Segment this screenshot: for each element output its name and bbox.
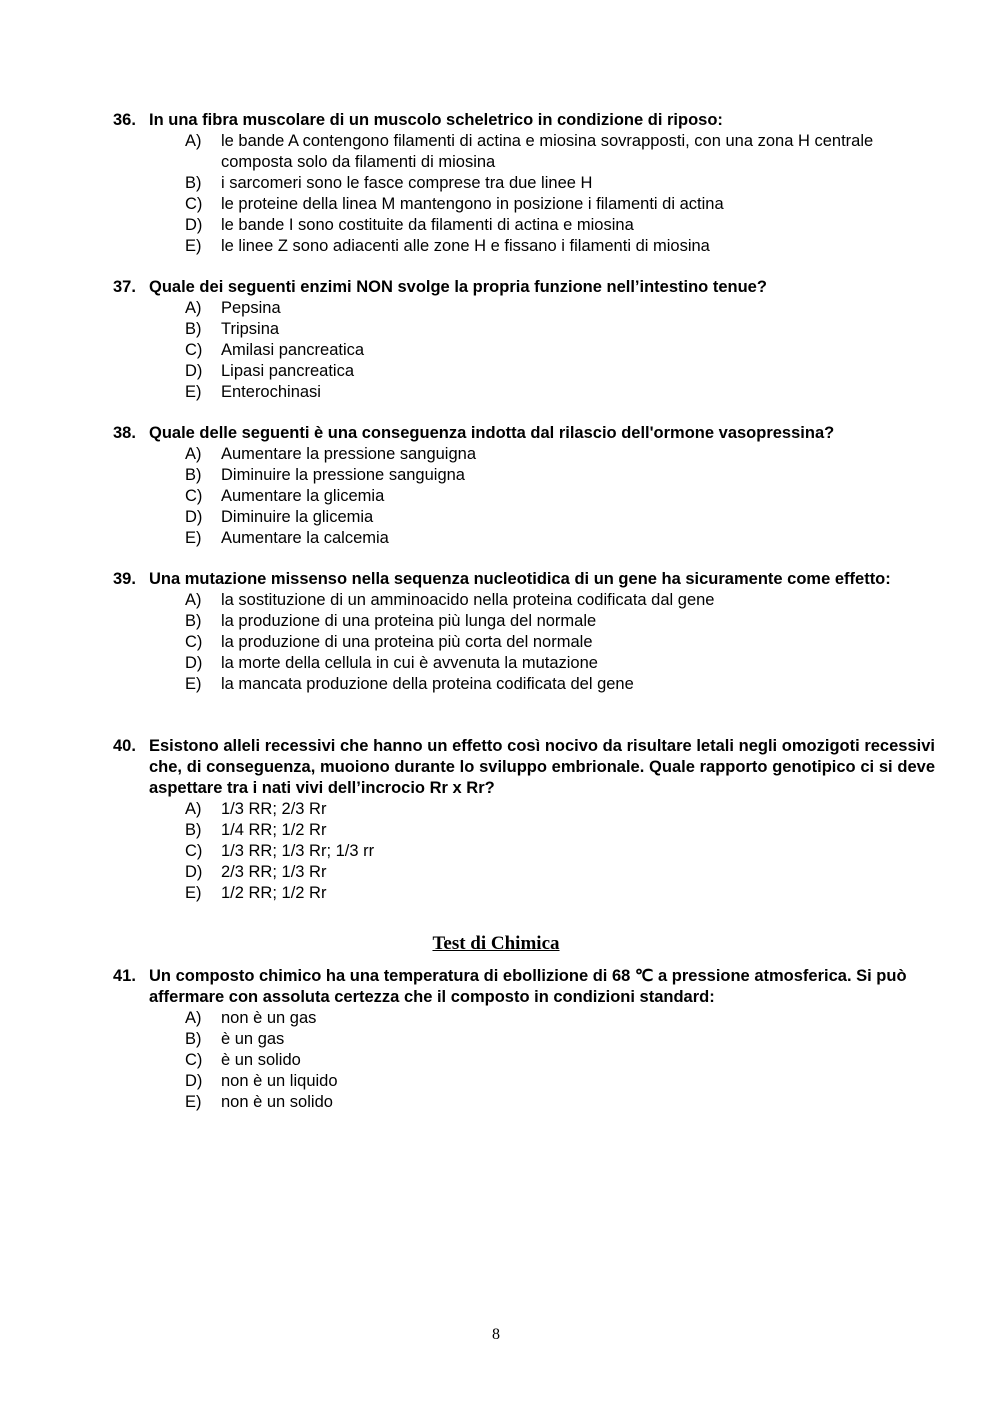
question-stem (113, 110, 935, 131)
question-number: 37. (113, 278, 136, 296)
option-text: non è un liquido (221, 1072, 338, 1090)
question-text: Esistono alleli recessivi che hanno un effetto così nocivo da risultare letali negli omozigoti recessivi che, di conseguenza, muoiono durante lo sviluppo embrionale. Quale rapporto genotipico ci si deve aspettare tra i nati vivi dell’incrocio Rr x Rr? (149, 737, 935, 797)
option-letter: C) (185, 487, 203, 505)
option-letter: A) (185, 445, 202, 463)
option-text: la morte della cellula in cui è avvenuta la mutazione (221, 654, 598, 672)
option-letter: A) (185, 299, 202, 317)
option-letter: B) (185, 174, 202, 192)
option-letter: D) (185, 863, 203, 881)
option-text: Aumentare la calcemia (221, 529, 389, 547)
option-text: è un gas (221, 1030, 285, 1048)
option-letter: D) (185, 654, 203, 672)
question-text: Una mutazione missenso nella sequenza nucleotidica di un gene ha sicuramente come effetto: (149, 570, 891, 588)
option-text: la produzione di una proteina più lunga del normale (221, 612, 597, 630)
question-41 (113, 966, 935, 1113)
option-letter: B) (185, 320, 202, 338)
option-text: è un solido (221, 1051, 301, 1069)
option-d (113, 215, 935, 236)
option-text: non è un solido (221, 1093, 333, 1111)
option-c (113, 841, 935, 862)
option-text: Diminuire la pressione sanguigna (221, 466, 465, 484)
option-b (113, 465, 935, 486)
option-e (113, 674, 935, 695)
option-text: 1/4 RR; 1/2 Rr (221, 821, 327, 839)
question-stem (113, 277, 935, 298)
option-list (113, 298, 935, 403)
option-text: Diminuire la glicemia (221, 508, 374, 526)
option-list (113, 131, 935, 257)
option-letter: B) (185, 821, 202, 839)
option-text: Pepsina (221, 299, 281, 317)
option-e (113, 528, 935, 549)
section-title: Test di Chimica (432, 933, 560, 954)
question-40 (113, 736, 935, 904)
option-e (113, 382, 935, 403)
option-a (113, 444, 935, 465)
option-letter: E) (185, 884, 202, 902)
option-text: la mancata produzione della proteina codificata del gene (221, 675, 634, 693)
option-letter: C) (185, 341, 203, 359)
question-number: 36. (113, 111, 136, 129)
option-list (113, 590, 935, 695)
option-e (113, 883, 935, 904)
question-stem (113, 569, 935, 590)
option-letter: E) (185, 675, 202, 693)
option-c (113, 1050, 935, 1071)
question-36 (113, 110, 935, 257)
option-letter: B) (185, 1030, 202, 1048)
option-text: Tripsina (221, 320, 280, 338)
option-text: Aumentare la pressione sanguigna (221, 445, 477, 463)
option-a (113, 590, 935, 611)
question-text: Quale delle seguenti è una conseguenza indotta dal rilascio dell'ormone vasopressina? (149, 424, 835, 442)
option-letter: A) (185, 132, 202, 150)
page-number: 8 (492, 1326, 500, 1343)
option-letter: C) (185, 1051, 203, 1069)
option-e (113, 236, 935, 257)
option-list (113, 1008, 935, 1113)
question-text: In una fibra muscolare di un muscolo scheletrico in condizione di riposo: (149, 111, 723, 129)
option-letter: B) (185, 612, 202, 630)
option-text: le linee Z sono adiacenti alle zone H e fissano i filamenti di miosina (221, 237, 710, 255)
question-39 (113, 569, 935, 695)
option-letter: E) (185, 383, 202, 401)
option-text: Aumentare la glicemia (221, 487, 385, 505)
option-letter: C) (185, 842, 203, 860)
question-number: 39. (113, 570, 136, 588)
option-d (113, 862, 935, 883)
question-stem (113, 423, 935, 444)
question-37 (113, 277, 935, 403)
option-list (113, 799, 935, 904)
option-text: la produzione di una proteina più corta del normale (221, 633, 593, 651)
option-d (113, 1071, 935, 1092)
option-text: la sostituzione di un amminoacido nella proteina codificata dal gene (221, 591, 715, 609)
question-stem (113, 966, 935, 1008)
option-letter: B) (185, 466, 202, 484)
option-letter: D) (185, 508, 203, 526)
option-text: non è un gas (221, 1009, 317, 1027)
option-c (113, 194, 935, 215)
option-letter: A) (185, 1009, 202, 1027)
question-text: Quale dei seguenti enzimi NON svolge la propria funzione nell’intestino tenue? (149, 278, 767, 296)
option-text: i sarcomeri sono le fasce comprese tra due linee H (221, 174, 593, 192)
option-a (113, 298, 935, 319)
option-letter: E) (185, 237, 202, 255)
option-text: 1/2 RR; 1/2 Rr (221, 884, 327, 902)
option-d (113, 507, 935, 528)
option-b (113, 611, 935, 632)
option-text: Lipasi pancreatica (221, 362, 354, 380)
question-text: Un composto chimico ha una temperatura di ebollizione di 68 ℃ a pressione atmosferica. Si può affermare con assoluta certezza che il composto in condizioni standard: (149, 967, 907, 1006)
question-number: 38. (113, 424, 136, 442)
option-text: 2/3 RR; 1/3 Rr (221, 863, 327, 881)
question-number: 41. (113, 967, 136, 985)
question-number: 40. (113, 737, 136, 755)
option-a (113, 131, 935, 173)
option-list (113, 444, 935, 549)
option-letter: A) (185, 800, 202, 818)
option-text: Amilasi pancreatica (221, 341, 365, 359)
option-d (113, 653, 935, 674)
option-letter: D) (185, 362, 203, 380)
option-d (113, 361, 935, 382)
option-text: 1/3 RR; 2/3 Rr (221, 800, 327, 818)
option-letter: E) (185, 1093, 202, 1111)
option-letter: C) (185, 633, 203, 651)
option-text: Enterochinasi (221, 383, 321, 401)
option-text: le bande I sono costituite da filamenti di actina e miosina (221, 216, 634, 234)
option-e (113, 1092, 935, 1113)
option-text: le proteine della linea M mantengono in posizione i filamenti di actina (221, 195, 724, 213)
option-letter: C) (185, 195, 203, 213)
question-stem (113, 736, 935, 799)
option-letter: D) (185, 216, 203, 234)
option-b (113, 820, 935, 841)
option-c (113, 632, 935, 653)
question-38 (113, 423, 935, 549)
option-letter: E) (185, 529, 202, 547)
option-letter: A) (185, 591, 202, 609)
option-text: 1/3 RR; 1/3 Rr; 1/3 rr (221, 842, 375, 860)
option-b (113, 173, 935, 194)
option-c (113, 340, 935, 361)
option-text: le bande A contengono filamenti di actina e miosina sovrapposti, con una zona H centrale composta solo da filamenti di miosina (221, 132, 874, 171)
option-b (113, 1029, 935, 1050)
option-a (113, 799, 935, 820)
option-c (113, 486, 935, 507)
option-a (113, 1008, 935, 1029)
option-b (113, 319, 935, 340)
option-letter: D) (185, 1072, 203, 1090)
